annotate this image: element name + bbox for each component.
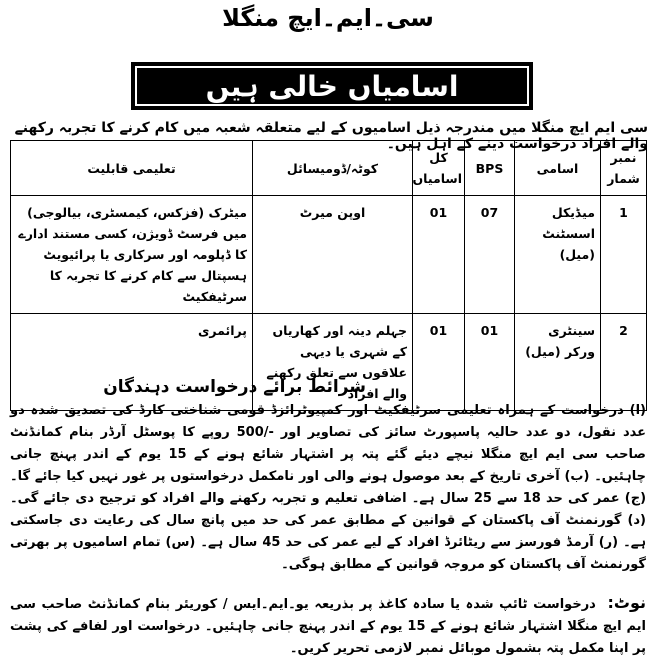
vacancies-table	[10, 140, 647, 411]
note-label: نوٹ:	[607, 593, 646, 612]
intro-text: سی ایم ایچ منگلا میں مندرجہ ذیل اسامیوں کے لیے متعلقہ شعبہ میں کام کرنے کا تجربہ رکھنے والے افراد درخواست دینے کے اہل ہیں۔	[14, 120, 648, 152]
note-section	[10, 592, 646, 660]
cell-bps: 01	[465, 314, 515, 411]
header-quota: کوٹہ/ڈومیسائل	[253, 141, 413, 196]
note-text: درخواست ٹائپ شدہ یا سادہ کاغذ پر بذریعہ یو۔ایم۔ایس / کوریئر بنام کمانڈنٹ صاحب سی ایم ایچ منگلا اشتہار شائع ہونے کے 15 یوم کے اندر پہنچ جانی چاہئیں۔ درخواست اور لفافے کی پشت پر اپنا مکمل پتہ بشمول موبائل نمبر لازمی تحریر کریں۔	[10, 597, 646, 656]
conditions-text: (ا) درخواست کے ہمراہ تعلیمی سرٹیفکیٹ اور کمپیوٹرائزڈ قومی شناختی کارڈ کی تصدیق شدہ دو عدد نقول، دو عدد حالیہ پاسپورٹ سائز کی تصاویر اور -/500 روپے کا پوسٹل آرڈر بنام کمانڈنٹ صاحب سی ایم ایچ منگلا نیچے دیئے گئے پتہ پر اشتہار شائع ہونے کے 15 یوم کے اندر پہنچ جانی چاہئیں۔ (ب) آخری تاریخ کے بعد موصول ہونے والی اور نامکمل درخواستوں پر غور نہیں کیا جائے گا۔ (ج) عمر کی حد 18 سے 25 سال ہے۔ اضافی تعلیم و تجربہ رکھنے والے افراد کو ترجیح دی جائے گی۔ (د) گورنمنٹ آف پاکستان کے قوانین کے مطابق عمر کی حد میں پانچ سال کی رعایت دی جاسکتی ہے۔ (ر) آرمڈ فورسز سے ریٹائرڈ افراد کے لیے عمر کی حد 45 سال ہے۔ (س) تمام اسامیوں پر بھرتی گورنمنٹ آف پاکستان کو مروجہ قوانین کے مطابق ہوگی۔	[10, 403, 647, 572]
conditions-title: شرائط برائے درخواست دہندگان	[103, 377, 366, 397]
cell-total-posts: 01	[413, 196, 465, 314]
header-post: اسامی	[515, 141, 601, 196]
cell-bps: 07	[465, 196, 515, 314]
cell-post: میڈیکل اسسٹنٹ (میل)	[515, 196, 601, 314]
cell-qualification: میٹرک (فزکس، کیمسٹری، بیالوجی) میں فرسٹ ڈویژن، کسی مستند ادارے کا ڈپلومہ اور سرکاری یا پرائیویٹ ہسپتال سے کام کرنے کا تجربہ کا سرٹیفکیٹ	[11, 196, 253, 314]
cell-serial: 1	[601, 196, 647, 314]
cell-quota: جہلم دینہ اور کھاریاں کے شہری یا دیہی علاقوں سے تعلق رکھنے والے افراد	[253, 314, 413, 411]
cell-serial: 2	[601, 314, 647, 411]
cell-total-posts: 01	[413, 314, 465, 411]
table-header-row	[11, 141, 647, 196]
cell-quota: اوپن میرٹ	[253, 196, 413, 314]
header-bps: BPS	[465, 141, 515, 196]
cell-post: سینٹری ورکر (میل)	[515, 314, 601, 411]
header-serial: نمبر شمار	[601, 141, 647, 196]
organization-title: سی۔ایم۔ایچ منگلا	[222, 4, 434, 32]
header-total-posts: کل اسامیاں	[413, 141, 465, 196]
vacancies-banner: اسامیاں خالی ہیں	[131, 62, 533, 110]
cell-qualification: پرائمری	[11, 314, 253, 411]
table-row	[11, 196, 647, 314]
header-qualification: تعلیمی قابلیت	[11, 141, 253, 196]
